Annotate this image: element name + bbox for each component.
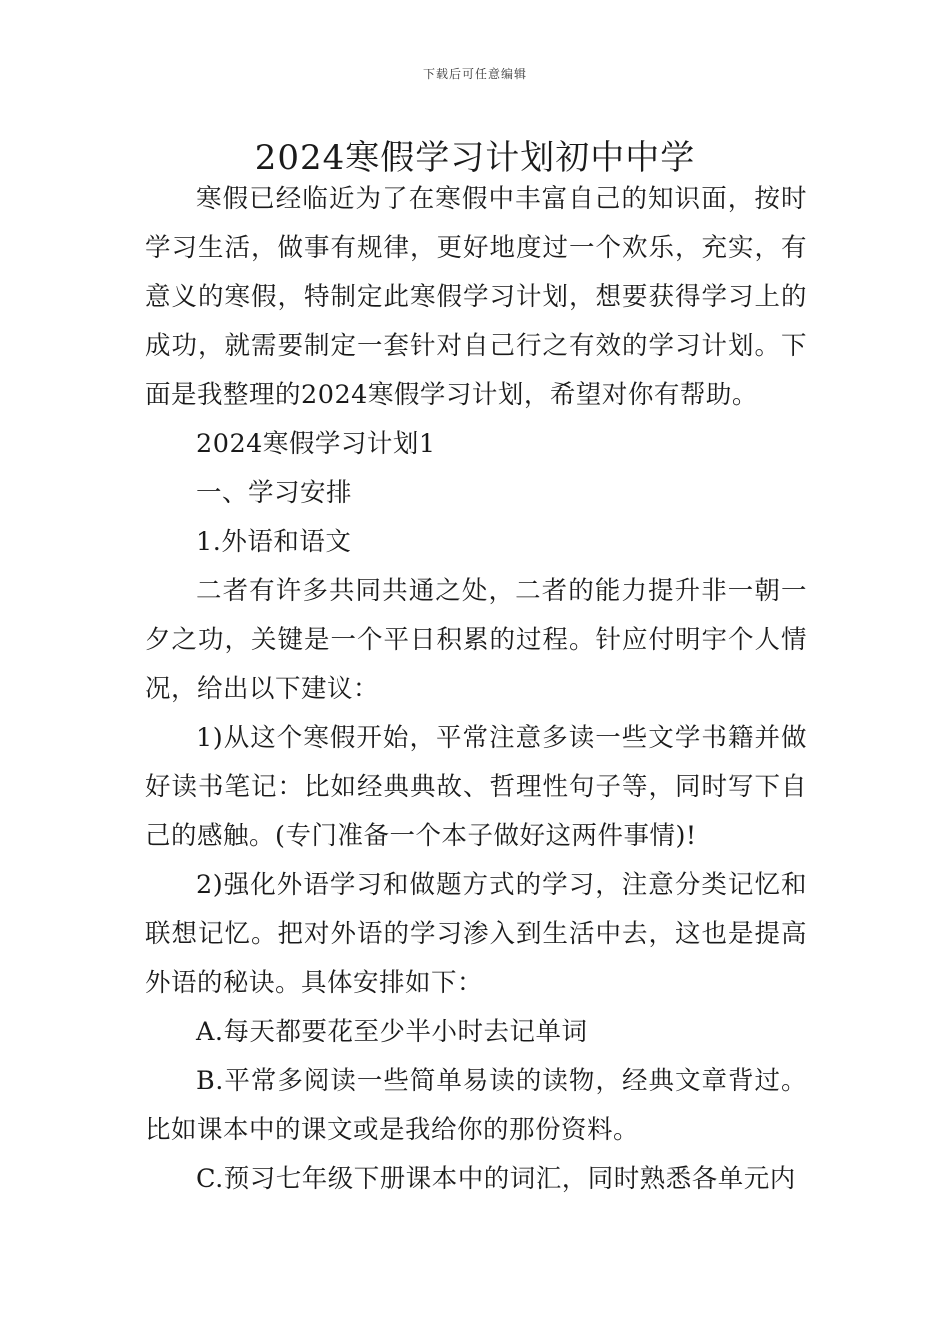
list-item: C.预习七年级下册课本中的词汇，同时熟悉各单元内 <box>196 1164 796 1194</box>
section-heading: 2024寒假学习计划1 <box>196 429 436 459</box>
header-note: 下载后可任意编辑 <box>422 67 527 81</box>
intro-paragraph: 寒假已经临近为了在寒假中丰富自己的知识面，按时学习生活，做事有规律，更好地度过一个欢乐，充实，有意义的寒假，特制定此寒假学习计划，想要获得学习上的成功，就需要制定一套针对自己行之有效的学习计划。下面是我整理的2024寒假学习计划，希望对你有帮助。 <box>145 184 807 410</box>
list-item: 2)强化外语学习和做题方式的学习，注意分类记忆和联想记忆。把对外语的学习渗入到生活中去，这也是提高外语的秘诀。具体安排如下： <box>145 870 807 998</box>
list-item: 1)从这个寒假开始，平常注意多读一些文学书籍并做好读书笔记：比如经典典故、哲理性句子等，同时写下自己的感触。(专门准备一个本子做好这两件事情)! <box>145 723 807 851</box>
item-heading: 1.外语和语文 <box>196 527 352 557</box>
document-title: 2024寒假学习计划初中中学 <box>254 138 696 178</box>
list-item: A.每天都要花至少半小时去记单词 <box>196 1017 588 1047</box>
subsection-heading: 一、学习安排 <box>196 478 353 508</box>
document-body <box>145 175 807 1204</box>
body-paragraph: 二者有许多共同共通之处，二者的能力提升非一朝一夕之功，关键是一个平日积累的过程。针应付明宇个人情况，给出以下建议： <box>145 576 807 704</box>
list-item: B.平常多阅读一些简单易读的读物，经典文章背过。比如课本中的课文或是我给你的那份资料。 <box>145 1066 807 1145</box>
